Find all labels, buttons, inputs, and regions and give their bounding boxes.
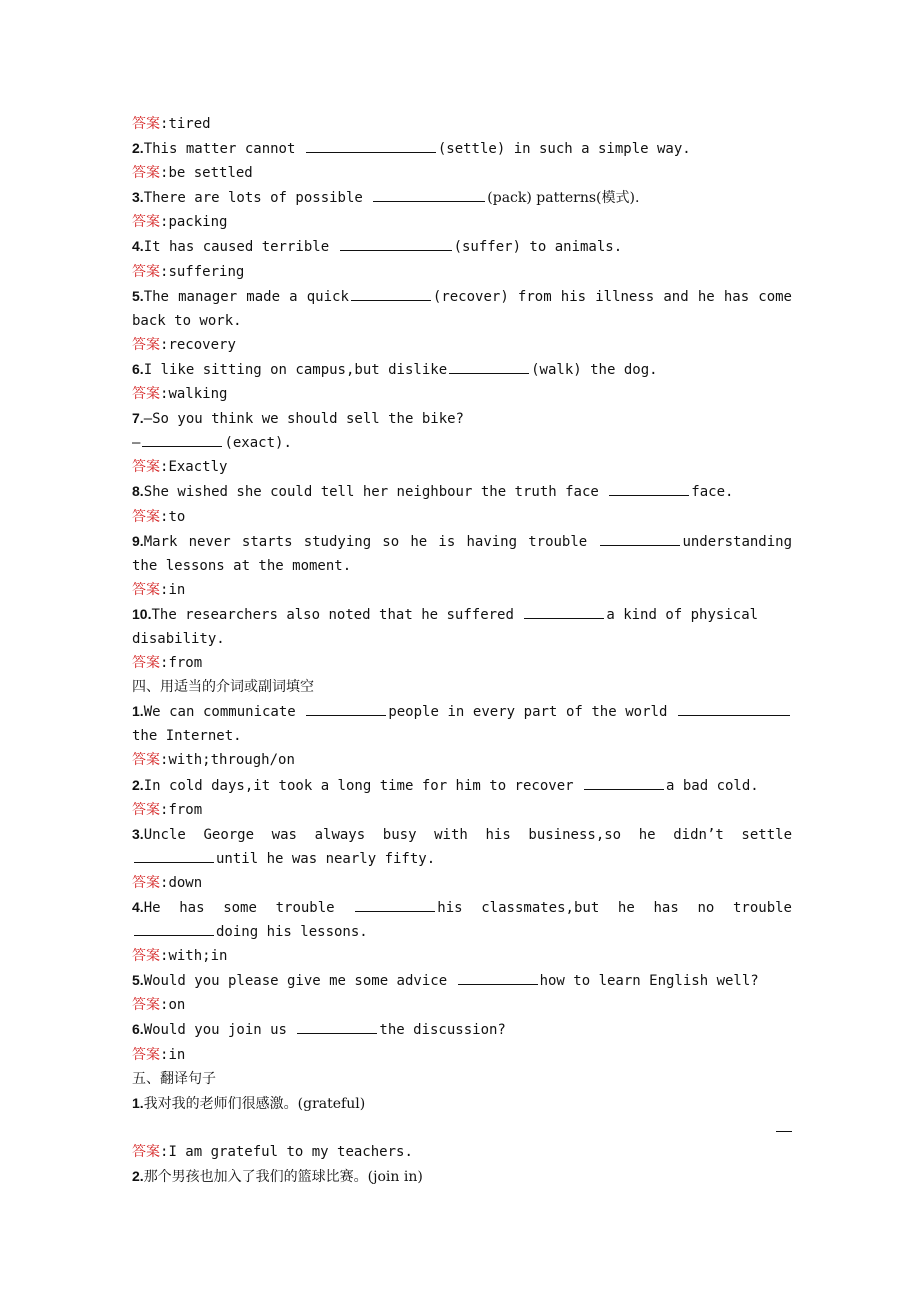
question-line: [132, 284, 801, 333]
answer-label: 答案: [132, 214, 160, 231]
question-text-pre: There are lots of possible: [143, 190, 363, 207]
question-line: [132, 234, 792, 259]
question-number: 5.: [132, 287, 144, 304]
question-line: [132, 602, 792, 651]
question-text-post: (suffer) to animals.: [453, 239, 623, 256]
fill-blank[interactable]: [297, 1019, 377, 1034]
question-number: 4.: [132, 899, 144, 915]
question-line: [132, 431, 792, 455]
answer-text: with;through/on: [168, 752, 295, 769]
answer-label: 答案: [132, 874, 160, 891]
answer-text: walking: [168, 386, 228, 403]
fill-blank[interactable]: [524, 604, 604, 619]
fill-blank[interactable]: [134, 848, 214, 863]
question-text-post: (recover) from his illness and he has come back to work.: [132, 288, 801, 329]
question-text-post: (pack) patterns(模式).: [487, 190, 640, 207]
answer-text: recovery: [168, 336, 236, 353]
question-number: 1.: [132, 703, 144, 720]
answer-line: 答案:tired: [132, 116, 211, 132]
answer-text: to: [168, 508, 186, 525]
answer-text: in: [168, 581, 186, 598]
answer-text: suffering: [168, 263, 245, 280]
question-text-pre: It has caused terrible: [143, 239, 330, 256]
answer-label: 答案: [132, 948, 160, 965]
fill-blank[interactable]: [449, 359, 529, 374]
question-line: [132, 822, 792, 871]
fill-blank[interactable]: [355, 897, 435, 912]
question-number: 2.: [132, 1168, 144, 1185]
question-number: 9.: [132, 532, 144, 549]
question-text-pre: Would you join us: [143, 1022, 287, 1039]
question-line: [132, 1017, 792, 1042]
answer-label: 答案: [132, 263, 160, 280]
answer-text: from: [168, 655, 203, 672]
answer-line: 答案:walking: [132, 386, 228, 403]
question-number: 7.: [132, 410, 144, 427]
question-line: [132, 529, 801, 578]
question-text-post: understanding the lessons at the moment.: [132, 533, 801, 574]
question-line: [132, 406, 792, 431]
question-line: [132, 895, 792, 944]
answer-text: packing: [168, 214, 228, 231]
answer-text: on: [168, 997, 186, 1014]
fill-blank[interactable]: [340, 236, 452, 251]
dialogue-line: —So you think we should sell the bike?: [143, 411, 464, 428]
question-line: [132, 699, 792, 748]
question-text-post: a bad cold.: [666, 777, 759, 794]
answer-label: 答案: [132, 508, 160, 525]
fill-blank[interactable]: [306, 701, 386, 716]
question-text-pre: The manager made a quick: [143, 288, 349, 305]
question-text-post: a kind of physical disability.: [132, 606, 767, 647]
question-line: [132, 136, 792, 161]
answer-line: 答案:from: [132, 655, 203, 672]
question-line: [132, 773, 792, 798]
answer-line: 答案:recovery: [132, 336, 236, 353]
answer-underline[interactable]: [132, 1116, 792, 1140]
answer-label: 答案: [132, 997, 160, 1014]
fill-blank[interactable]: [609, 481, 689, 496]
answer-text: I am grateful to my teachers.: [168, 1143, 413, 1160]
question-text-pre: In cold days,it took a long time for him to recover: [143, 777, 574, 794]
fill-blank[interactable]: [458, 970, 538, 985]
question-line: [132, 479, 792, 504]
section-heading: 五、翻译句子: [132, 1070, 216, 1087]
answer-text: Exactly: [168, 459, 228, 476]
fill-blank[interactable]: [678, 701, 790, 716]
answer-line: 答案:in: [132, 581, 186, 598]
question-text-mid: people in every part of the world: [388, 704, 668, 721]
question-number: 5.: [132, 972, 144, 989]
question-line: [132, 185, 792, 210]
answer-text: in: [168, 1046, 186, 1063]
answer-label: 答案: [132, 752, 160, 769]
answer-label: 答案: [132, 581, 160, 598]
section-heading: 四、用适当的介词或副词填空: [132, 679, 314, 696]
answer-line: 答案:be settled: [132, 165, 253, 182]
question-number: 2.: [132, 140, 144, 157]
answer-line: 答案:suffering: [132, 263, 245, 280]
answer-line: 答案:down: [132, 874, 203, 891]
answer-line: 答案:on: [132, 997, 186, 1014]
question-line: [132, 968, 792, 993]
question-text-pre: Would you please give me some advice: [143, 973, 448, 990]
fill-blank[interactable]: [142, 432, 222, 447]
answer-label: 答案: [132, 336, 160, 353]
question-text-post: doing his lessons.: [216, 924, 368, 941]
answer-line: 答案:with;through/on: [132, 752, 295, 769]
question-text-post: (exact).: [224, 435, 292, 452]
question-text-pre: —: [132, 435, 141, 452]
answer-text: down: [168, 874, 203, 891]
question-text: 我对我的老师们很感激。(grateful): [143, 1095, 366, 1112]
question-number: 3.: [132, 825, 144, 842]
answer-label: 答案: [132, 386, 160, 403]
fill-blank[interactable]: [306, 138, 436, 153]
answer-text: with;in: [168, 948, 228, 965]
question-number: 8.: [132, 483, 144, 500]
answer-label: 答案: [132, 801, 160, 818]
fill-blank[interactable]: [134, 921, 214, 936]
question-text-pre: This matter cannot: [143, 141, 296, 158]
question-text-pre: Uncle George was always busy with his business,so he didn’t settle: [143, 826, 792, 843]
question-number: 6.: [132, 360, 144, 377]
answer-text: be settled: [168, 165, 253, 182]
answer-line: 答案:in: [132, 1046, 186, 1063]
answer-line: 答案:packing: [132, 214, 228, 231]
question-line: [132, 1091, 792, 1116]
answer-label: 答案: [132, 459, 160, 476]
question-text-post: face.: [691, 484, 734, 501]
question-text-pre: She wished she could tell her neighbour the truth face: [143, 484, 599, 501]
question-text-post: (walk) the dog.: [531, 361, 658, 378]
answer-text: from: [168, 801, 203, 818]
answer-label: 答案: [132, 1143, 160, 1160]
fill-blank[interactable]: [584, 775, 664, 790]
question-text-pre: The researchers also noted that he suffered: [151, 606, 514, 623]
question-line: [132, 1164, 792, 1189]
answer-label: 答案: [132, 116, 160, 132]
answer-line: 答案:to: [132, 508, 186, 525]
answer-line: 答案:with;in: [132, 948, 228, 965]
question-text-mid: his classmates,but he has no trouble: [437, 900, 792, 916]
question-text-post: the discussion?: [379, 1022, 506, 1039]
fill-blank[interactable]: [373, 187, 485, 202]
question-number: 2.: [132, 776, 144, 793]
answer-label: 答案: [132, 165, 160, 182]
answer-label: 答案: [132, 1046, 160, 1063]
question-number: 6.: [132, 1021, 144, 1038]
question-text-pre: I like sitting on campus,but dislike: [143, 361, 448, 378]
question-line: [132, 357, 792, 382]
question-number: 4.: [132, 238, 144, 255]
question-text-pre: Mark never starts studying so he is having trouble: [143, 533, 588, 550]
answer-label: 答案: [132, 655, 160, 672]
question-text-pre: We can communicate: [143, 704, 296, 721]
question-text: 那个男孩也加入了我们的篮球比赛。(join in): [143, 1169, 423, 1186]
answer-line: 答案:from: [132, 801, 203, 818]
fill-blank[interactable]: [600, 531, 680, 546]
answer-line: 答案:I am grateful to my teachers.: [132, 1143, 413, 1160]
question-number: 1.: [132, 1094, 144, 1111]
answer-line: 答案:Exactly: [132, 459, 228, 476]
question-text-pre: He has some trouble: [143, 900, 335, 916]
question-number: 3.: [132, 189, 144, 206]
fill-blank[interactable]: [351, 286, 431, 301]
question-number: 10.: [132, 605, 152, 622]
question-text-post: (settle) in such a simple way.: [437, 141, 691, 158]
question-text-post: the Internet.: [132, 728, 242, 745]
question-text-post: until he was nearly fifty.: [216, 850, 436, 867]
question-text-post: how to learn English well?: [539, 973, 759, 990]
document-page: [132, 112, 801, 1189]
answer-text: tired: [168, 116, 211, 132]
